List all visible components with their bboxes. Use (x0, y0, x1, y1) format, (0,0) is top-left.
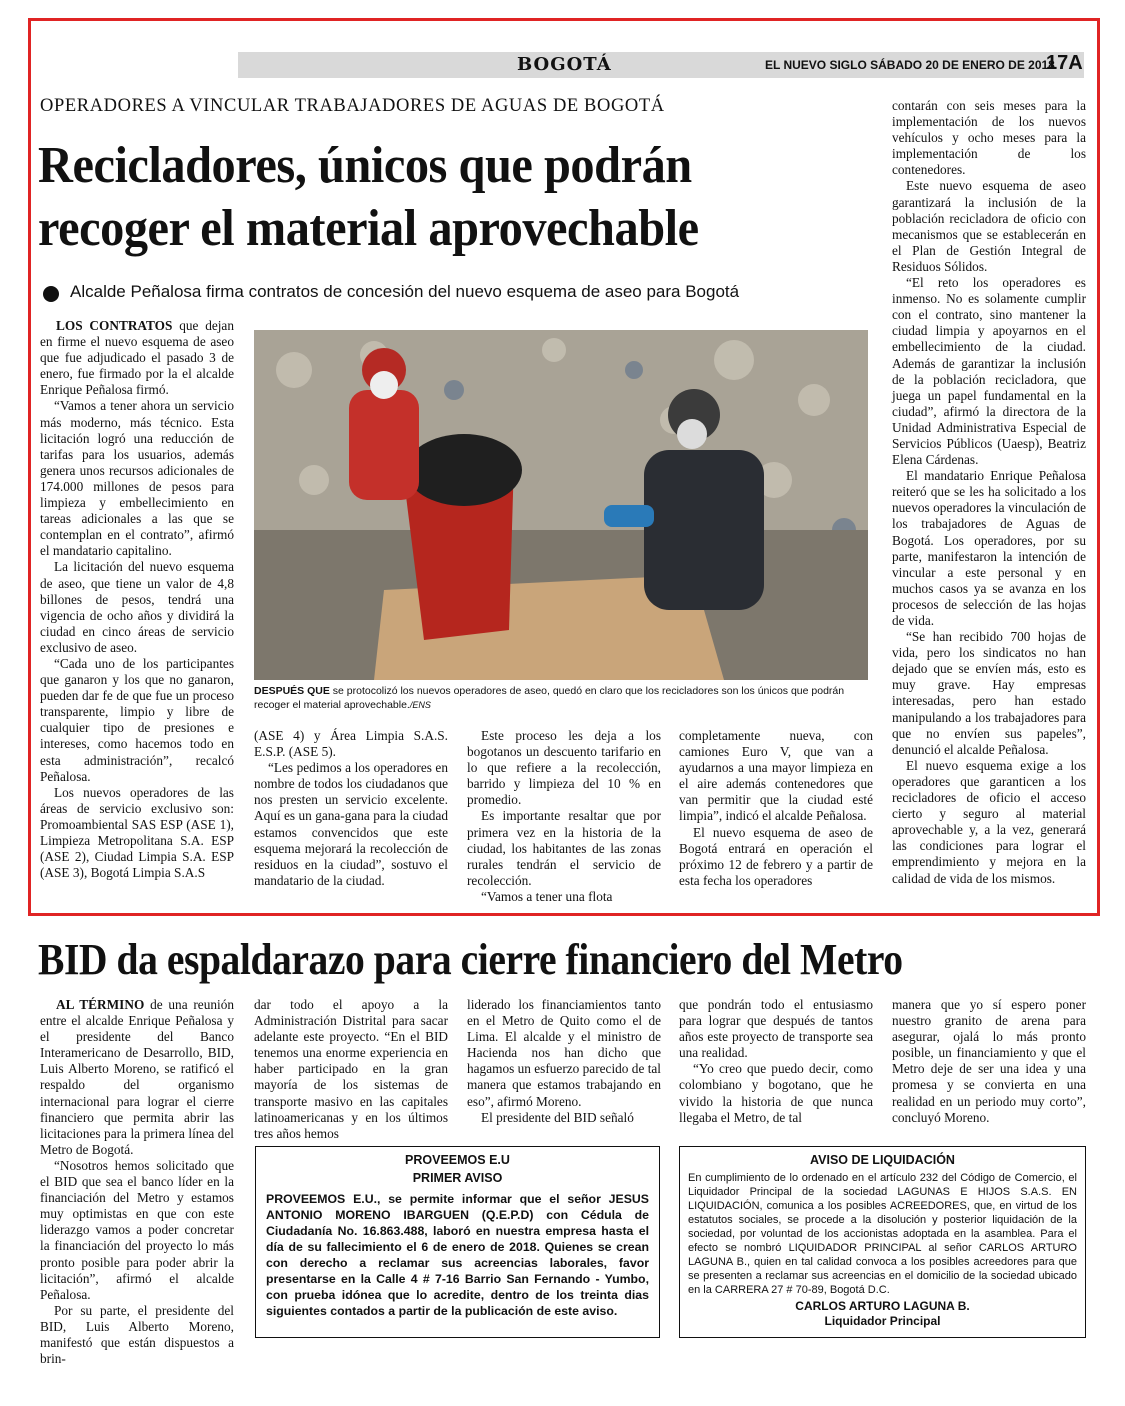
paragraph: Este proceso les deja a los bogotanos un descuento tarifario en lo que refiere a la recolección, barrido y limpieza del 10 % en promedio. (467, 728, 661, 808)
paragraph: Es importante resaltar que por primera vez en la historia de la ciudad, los habitantes de las zonas rurales tendrán el servicio de recolección. (467, 808, 661, 888)
newspaper-date: EL NUEVO SIGLO SÁBADO 20 DE ENERO DE 2018 (765, 58, 1055, 72)
paragraph: El nuevo esquema de aseo de Bogotá entrará en operación el próximo 12 de febrero y a partir de esta fecha los operadores (679, 824, 873, 888)
notice-liquidacion (679, 1146, 1086, 1338)
signer-role: Liquidador Principal (824, 1314, 941, 1328)
paragraph: completamente nueva, con camiones Euro V, que van a ayudarnos a una mayor limpieza en el aire además contenedores que van permitir que la ciudad esté limpia”, indicó el alcalde Peñalosa. (679, 728, 873, 824)
paragraph: Por su parte, el presidente del BID, Luis Alberto Moreno, manifestó que están dispuestos a brin- (40, 1302, 234, 1367)
paragraph: La licitación del nuevo esquema de aseo, que tiene un valor de 4,8 billones de pesos, tendrá una vigencia de ocho años y dividirá la ciudad en cinco áreas de servicio exclusivo de aseo. (40, 559, 234, 655)
article-subtitle: Alcalde Peñalosa firma contratos de concesión del nuevo esquema de aseo para Bogotá (70, 282, 740, 301)
paragraph: “Vamos a tener ahora un servicio más moderno, más técnico. Esta licitación logró una reducción de tarifas para los usuarios, además genera unos recursos adicionales de 174.000 millones de pesos para limpieza y embellecimiento en tareas adicionales a las que se contemplan en el contrato”, afirmó el mandatario capitalino. (40, 398, 234, 559)
notice-body: En cumplimiento de lo ordenado en el artículo 232 del Código de Comercio, el Liquidador Principal de la sociedad LAGUNAS E HIJOS S.A.S. EN LIQUIDACIÓN, comunica a los posibles ACREEDORES, que, en virtud de los estatutos sociales, se procede a la disolución y posterior liquidación de la sociedad, por voluntad de los accionistas adoptada en la asamblea. Para el efecto se nombró LIQUIDADOR PRINCIPAL al señor CARLOS ARTURO LAGUNA B., quien en tal calidad convoca a los posibles acreedores para que se presenten a reclamar sus acreencias en el domicilio de la sociedad ubicado en la CARRERA 27 # 70-89, Bogotá D.C. (688, 1172, 1077, 1296)
caption-text: se protocolizó los nuevos operadores de aseo, quedó en claro que los recicladores son los únicos que podrán recoger el material aprovechable. (254, 685, 845, 711)
article2-headline: BID da espaldarazo para cierre financiero del Metro (38, 935, 903, 984)
section-name: BOGOTÁ (517, 54, 612, 75)
lead-in: LOS CONTRATOS (56, 318, 173, 333)
photo-caption (254, 684, 868, 712)
paragraph: “Cada uno de los participantes que ganaron y los que no ganaron, pueden dar fe de que fue un proceso transparente, limpio y libre de cualquier tipo de presiones e intereses, como hacemos todo en esta administración”, recalcó Peñalosa. (40, 655, 234, 784)
paragraph: “Yo creo que puedo decir, como colombiano y bogotano, que he vivido la historia de que nunca llegaba el Metro, de tal (679, 1061, 873, 1125)
article2-column-4 (679, 997, 873, 1126)
article1-column-4 (679, 728, 873, 889)
photo-credit: /ENS (409, 700, 431, 710)
paragraph: El presidente del BID señaló (481, 1109, 634, 1125)
paragraph: (ASE 4) y Área Limpia S.A.S. E.S.P. (ASE 5). (254, 728, 448, 760)
article2-column-3 (467, 997, 661, 1126)
paragraph: manera que yo sí espero poner nuestro granito de arena para asegurar, ojalá lo más pronto posible, un financiamiento y que el Metro deje de ser una idea y una promesa y se convierta en una realidad en un periodo muy corto”, concluyó Moreno. (892, 997, 1086, 1125)
caption-lead: DESPUÉS QUE (254, 685, 330, 697)
article-kicker: OPERADORES A VINCULAR TRABAJADORES DE AGUAS DE BOGOTÁ (40, 96, 665, 116)
bullet-icon (43, 286, 59, 302)
article1-column-1 (40, 318, 234, 881)
paragraph: que pondrán todo el entusiasmo para lograr que después de tantos años este proyecto de transporte sea una realidad. (679, 997, 873, 1061)
paragraph: dar todo el apoyo a la Administración Distrital para sacar adelante este proyecto. “En el BID tenemos una enorme experiencia en haber participado en la gran mayoría de los sistemas de transporte masivo en las capitales latinoamericanas y en los últimos tres años hemos (254, 997, 448, 1141)
paragraph: El mandatario Enrique Peñalosa reiteró que se les ha solicitado a los nuevos operadores la vinculación de los trabajadores de Aguas de Bogotá. Los operadores, por su parte, manifestaron la intención de vincular a este personal y en muchos casos ya se avanza en los procesos de selección de las hojas de vida. (892, 468, 1086, 628)
paragraph: “Nosotros hemos solicitado que el BID que sea el banco líder en la financiación del Metro y estamos muy optimistas en que con este liderazgo vamos a poder concretar la financiación del proyecto lo más pronto posible para poder abrir la licitación”, afirmó el alcalde Peñalosa. (40, 1157, 234, 1302)
paragraph: Los nuevos operadores de las áreas de servicio exclusivo son: Promoambiental SAS ESP (ASE 1), Limpieza Metropolitana S.A. ESP (ASE 2), Ciudad Limpia S.A. ESP (ASE 3), Bogotá Limpia S.A.S (40, 784, 234, 881)
article1-column-3 (467, 728, 661, 905)
notice-body: PROVEEMOS E.U., se permite informar que el señor JESUS ANTONIO MORENO IBARGUEN (Q.E.P.D) con Cédula de Ciudadanía No. 16.863.488, laboró en nuestra empresa hasta el día de su fallecimiento el 6 de enero de 2018. Quienes se crean con derecho a reclamar sus acreencias laborales, favor presentarse en la Calle 4 # 7-16 Barrio San Fernando - Yumbo, con prueba idónea que lo acredite, dentro de los treinta dias siguientes contados a partir de la publicación de este aviso. (266, 1192, 649, 1318)
paragraph: “Vamos a tener una flota (481, 888, 613, 904)
lead-in: AL TÉRMINO (56, 997, 145, 1012)
paragraph: “El reto los operadores es inmenso. No es solamente cumplir con el contrato, sino mantener la ciudad limpia y apoyarnos en el embellecimiento de la ciudad. Además de garantizar la inclusión de la población recicladora, que juega un papel fundamental en la ciudad”, afirmó la directora de la Unidad Administrativa Especial de Servicios Públicos (Uaesp), Beatriz Elena Cárdenas. (892, 275, 1086, 468)
paragraph: “Les pedimos a los operadores en nombre de todos los ciudadanos que nos presten un servicio excelente. Aquí es un gana-gana para la ciudad estamos convencidos que este esquema mejorará la recolección de residuos en la ciudad”, sostuvo el mandatario de la ciudad. (254, 760, 448, 888)
notice-subtitle: PRIMER AVISO (412, 1171, 503, 1185)
paragraph: liderado los financiamientos tanto en el Metro de Quito como el de Lima. El alcalde y el ministro de Hacienda nos han dicho que hagamos un esfuerzo parecido de tal manera que estamos trabajando en eso”, afirmó Moreno. (467, 997, 661, 1109)
article2-column-5 (892, 997, 1086, 1126)
recyclers-photo-illustration (254, 330, 868, 680)
article2-column-2 (254, 997, 448, 1142)
notice-proveemos (255, 1146, 660, 1338)
notice-title: AVISO DE LIQUIDACIÓN (810, 1153, 955, 1167)
paragraph: Este nuevo esquema de aseo garantizará la inclusión de la población recicladora de oficio con mecanismos que se establecerán en el Plan de Gestión Integral de Residuos Sólidos. (892, 178, 1086, 274)
article1-column-2 (254, 728, 448, 889)
page-number: 17A (1046, 52, 1083, 74)
paragraph: que dejan en firme el nuevo esquema de aseo que fue adjudicado el pasado 3 de enero, fue firmado por la el alcalde Enrique Peñalosa firmó. (40, 318, 234, 398)
article-headline: Recicladores, únicos que podrán recoger el material aprovechable (38, 137, 699, 257)
signer-name: CARLOS ARTURO LAGUNA B. (795, 1299, 970, 1313)
news-photo (254, 330, 868, 680)
notice-title: PROVEEMOS E.U (405, 1153, 510, 1167)
article2-column-1 (40, 997, 234, 1367)
paragraph: “Se han recibido 700 hojas de vida, pero los sindicatos no han dejado que se envíen más, esto es muy grave. Hay empresas interesadas, pero han estado manipulando a los trabajadores para que no envíen sus papeles”, denunció el alcalde Peñalosa. (892, 629, 1086, 757)
article1-column-5 (892, 98, 1086, 887)
paragraph: de una reunión entre el alcalde Enrique Peñalosa y el presidente del Banco Interamericano de Desarrollo, BID, Luis Alberto Moreno, se ratificó el respaldo del organismo internacional para lograr el cierre financiero que permita abrir las licitaciones para la primera línea del Metro de Bogotá. (40, 997, 234, 1157)
paragraph: El nuevo esquema exige a los operadores que garanticen a los recicladores de oficio el acceso cierto y seguro al material aprovechable y, a la vez, generará las condiciones para lograr el emprendimiento y mejora en la calidad de vida de los mismos. (892, 757, 1086, 886)
paragraph: contarán con seis meses para la implementación de los nuevos vehículos y ocho meses para la implementación de los contenedores. (892, 98, 1086, 178)
